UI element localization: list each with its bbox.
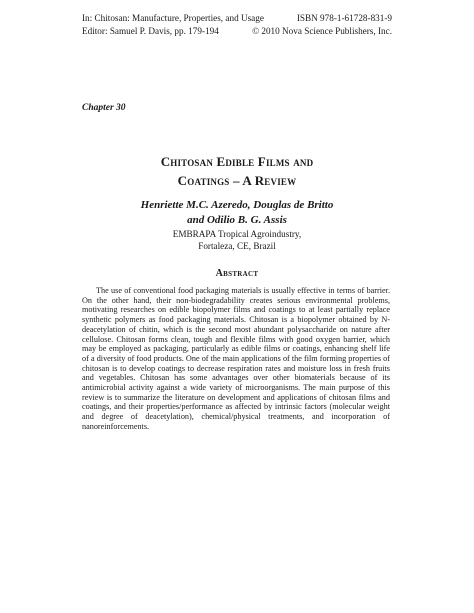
isbn: ISBN 978-1-61728-831-9	[296, 13, 392, 23]
paper-title	[0, 152, 474, 190]
paper-title-line-1: Chitosan Edible Films and	[160, 154, 314, 169]
editor-pages: Editor: Samuel P. Davis, pp. 179-194	[82, 26, 219, 36]
header-row-1	[82, 12, 392, 25]
abstract-heading: Abstract	[215, 268, 259, 279]
author-line-2: and Odilio B. G. Assis	[187, 214, 287, 226]
copyright: © 2010 Nova Science Publishers, Inc.	[252, 26, 392, 36]
author-line-1: Henriette M.C. Azeredo, Douglas de Britto	[140, 199, 334, 211]
paper-title-line-2: Coatings – A Review	[177, 173, 297, 188]
book-title: In: Chitosan: Manufacture, Properties, and Usage	[82, 13, 264, 23]
running-header	[82, 12, 392, 38]
header-row-2	[82, 25, 392, 38]
affiliation-line-1: EMBRAPA Tropical Agroindustry,	[172, 229, 302, 239]
abstract-text: The use of conventional food packaging materials is usually effective in terms of barrier. On the other hand, their non-biodegradability creates serious environmental problems, motivating researches on edible biopolymer films and coatings to at least partially replace synthetic polymers as food packaging materials. Chitosan is a biopolymer obtained by N-deacetylation of chitin, which is the second most abundant polysaccharide on nature after cellulose. Chitosan forms clean, tough and flexible films with good oxygen barrier, which may be employed as packaging, particularly as edible films or coatings, enhancing shelf life of a diversity of food products. One of the main applications of the film forming properties of chitosan is to develop coatings to decrease respiration rates and moisture loss in fresh fruits and vegetables. Chitosan has some advantages over other biomaterials because of its antimicrobial activity against a wide variety of microorganisms. The main purpose of this review is to summarize the literature on development and applications of chitosan films and coatings, and their properties/performance as affected by intrinsic factors (molecular weight and degree of deacetylation), chemical/physical treatments, and incorporation of nanoreinforcements.	[82, 286, 390, 431]
chapter-label: Chapter 30	[82, 103, 126, 113]
affiliation-line-2: Fortaleza, CE, Brazil	[198, 240, 276, 251]
affiliation	[0, 229, 474, 252]
author-list	[0, 198, 474, 228]
